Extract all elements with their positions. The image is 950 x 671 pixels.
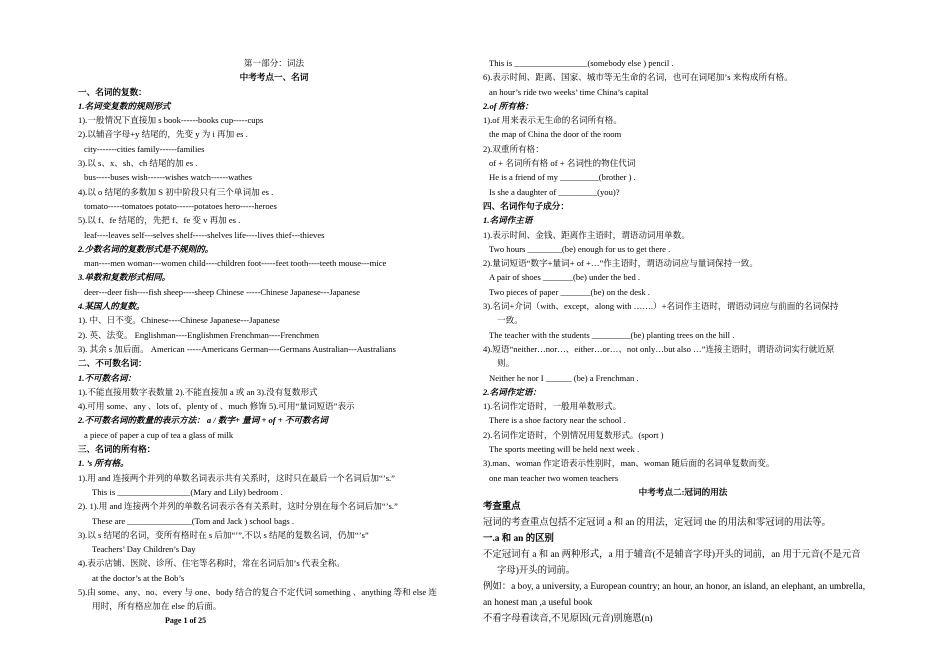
right-text-line: 则。	[497, 358, 515, 369]
left-text-line: 2). 英、法变。 Englishman----Englishmen Frenchman----Frenchmen	[78, 329, 320, 340]
left-text-line: 一、名词的复数：	[78, 86, 147, 97]
right-text-line: Two pieces of paper _______(be) on the desk .	[489, 286, 650, 297]
left-text-line: leaf----leaves self---selves shelf-----shelves life----lives thief---thieves	[84, 229, 325, 240]
right-text-line: The teacher with the students _________(be) planting trees on the hill .	[489, 329, 735, 340]
right-text-line: 一致。	[497, 315, 523, 326]
right-text-line: Is she a daughter of _________(you)?	[489, 186, 620, 197]
left-text-line: man----men woman---women child----children foot-----feet tooth----teeth mouse---mice	[84, 258, 387, 269]
page-footer: Page 1 of 25	[165, 616, 207, 625]
left-text-line: 1).用 and 连接两个并列的单数名词表示共有关系时，这时只在最后一个名词后加“’s.”	[78, 472, 395, 483]
right-text-line: 不定冠词有 a 和 an 两种形式，a 用于辅音(不是辅音字母)开头的词前，an 用于元音(不是元音	[483, 550, 861, 561]
right-text-line: 1.名词作主语	[483, 215, 533, 226]
right-text-line: 例如：a boy, a university, a European country; an hour, an honor, an island, an elephant, an umbrella,	[483, 582, 866, 593]
left-text-line: 中考考点一、名词	[239, 72, 309, 83]
left-text-line: 4.某国人的复数。	[78, 301, 145, 312]
right-text-line: He is a friend of my _________(brother ) .	[489, 172, 636, 183]
left-text-line: deer---deer fish----fish sheep----sheep Chinese -----Chinese Japanese---Japanese	[84, 286, 360, 297]
right-text-line: 不看字母看读音,不见原因(元音)别施恩(n)	[483, 614, 653, 625]
right-text-line: 中考考点二:冠词的用法	[638, 486, 728, 497]
left-text-line: 4).可用 some、any 、lots of、plenty of 、much 修饰 5).可用“量词短语”表示	[78, 401, 355, 412]
right-text-line: the map of China the door of the room	[489, 129, 622, 140]
left-text-line: This is _________________(Mary and Lily) bedroom .	[92, 486, 283, 497]
right-text-line: 2).名词作定语时，个别情况用复数形式。(sport )	[483, 429, 664, 440]
left-text-line: tomato-----tomatoes potato------potatoes hero-----heroes	[84, 200, 277, 211]
right-text-line: 2.of 所有格：	[483, 100, 534, 111]
right-text-line: Neither he nor I ______ (be) a Frenchman .	[489, 372, 639, 383]
right-text-line: 1).表示时间、金钱、距离作主语时，谓语动词用单数。	[483, 229, 690, 240]
left-text-line: 1).一般情况下直接加 s book------books cup-----cups	[78, 115, 264, 126]
left-column	[78, 56, 470, 614]
right-text-line: 四、名词作句子成分：	[483, 200, 569, 211]
left-text-line: 3).以 s、x、sh、ch 结尾的加 es .	[78, 158, 198, 169]
right-text-line: 一.a 和 an 的区别	[483, 534, 554, 545]
left-text-line: 2.少数名词的复数形式是不规则的。	[78, 243, 214, 254]
right-text-line: 6).表示时间、距离、国家、城市等无生命的名词，也可在词尾加’s 来构成所有格。	[483, 72, 793, 83]
right-text-line: 2).双重所有格：	[483, 143, 544, 154]
left-text-line: 用时，所有格应加在 else 的后面。	[92, 601, 222, 612]
left-text-line: 第一部分：词法	[243, 58, 305, 68]
right-text-line: Two hours ________(be) enough for us to get there .	[489, 243, 671, 254]
right-text-line: 2.名词作定语：	[483, 386, 542, 397]
right-text-line: 1).名词作定语时，一般用单数形式。	[483, 401, 622, 412]
right-text-line: There is a shoe factory near the school .	[489, 415, 626, 426]
right-text-line: an hour’s ride two weeks’ time China’s capital	[489, 86, 649, 97]
left-text-line: 5).由 some、any、no、every 与 one、body 结合的复合不定代词 something 、anything 等和 else 连	[78, 586, 437, 597]
left-text-line: at the doctor’s at the Bob’s	[92, 572, 185, 583]
left-text-line: 1). 中、日不变。Chinese----Chinese Japanese---Japanese	[78, 315, 280, 326]
right-text-line: one man teacher two women teachers	[489, 472, 619, 483]
left-text-line: 3).以 s 结尾的名词，变所有格时在 s 后加“’”,不以 s 结尾的复数名词，仍加“’s”	[78, 529, 369, 540]
left-text-line: 3.单数和复数形式相同。	[78, 272, 171, 283]
left-text-line: city-------cities family------families	[84, 143, 205, 154]
right-text-line: 3).man、woman 作定语表示性别时，man、woman 随后面的名词单复数而变。	[483, 458, 775, 469]
right-text-line: This is _________________(somebody else ) pencil .	[489, 58, 674, 68]
right-text-line: of + 名词所有格 of + 名词性的物住代词	[489, 158, 636, 169]
right-text-line: 考查重点	[483, 502, 521, 513]
right-text-line: 1).of 用来表示无生命的名词所有格。	[483, 115, 622, 126]
left-text-line: 2.不可数名词的数量的表示方法： a / 数字+ 量词 + of + 不可数名词	[78, 415, 328, 426]
left-text-line: 二、不可数名词：	[78, 358, 147, 369]
left-text-line: 2).以辅音字母+y 结尾的，先变 y 为 i 再加 es .	[78, 129, 248, 140]
right-column	[483, 56, 883, 627]
right-text-line: 4).短语“neither…nor…、either…or…、not only…but also …”连接主语时，谓语动词实行就近原	[483, 343, 835, 354]
left-text-line: These are _______________(Tom and Jack ) school bags .	[92, 515, 295, 526]
left-text-line: 1. ’s 所有格。	[78, 458, 129, 469]
right-text-line: an honest man ,a useful book	[483, 598, 593, 609]
right-text-line: The sports meeting will be held next week .	[489, 444, 640, 455]
left-text-line: 三、名词的所有格：	[78, 444, 156, 455]
left-text-line: Teachers’ Day Children’s Day	[92, 544, 196, 555]
left-text-line: 1.不可数名词：	[78, 372, 137, 383]
left-text-line: 1.名词变复数的规则形式	[78, 100, 171, 111]
left-text-line: 5).以 f、fe 结尾的，先把 f、fe 变 v 再加 es .	[78, 215, 241, 226]
left-text-line: a piece of paper a cup of tea a glass of milk	[84, 429, 234, 440]
left-text-line: bus-----buses wish------wishes watch------wathes	[84, 172, 252, 183]
left-text-line: 1).不能直接用数字表数量 2).不能直接加 a 或 an 3).没有复数形式	[78, 386, 318, 397]
left-text-line: 4).表示店铺、医院、诊所、住宅等名称时，常在名词后加’s 代表全称。	[78, 558, 345, 569]
right-text-line: 3).名词+介词（with、except，along with …….）+名词作主语时，谓语动词应与前面的名词保持	[483, 301, 839, 312]
left-text-line: 4).以 o 结尾的多数加 S 初中阶段只有三个单词加 es .	[78, 186, 274, 197]
right-text-line: 字母)开头的词前。	[497, 566, 576, 577]
right-text-line: 2).量词短语“数字+量词+ of +…”作主语时，谓语动词应与量词保持一致。	[483, 258, 758, 269]
right-text-line: 冠词的考查重点包括不定冠词 a 和 an 的用法，定冠词 the 的用法和零冠词的用法等。	[483, 518, 831, 529]
right-text-line: A pair of shoes _______(be) under the bed .	[489, 272, 641, 283]
left-text-line: 3). 其余 s 加后面。 American -----Americans German----Germans Australian---Australians	[78, 343, 396, 354]
left-text-line: 2). 1).用 and 连接两个并列的单数名词表示各有关系时，这时分别在每个名词后加“’s.”	[78, 501, 398, 512]
